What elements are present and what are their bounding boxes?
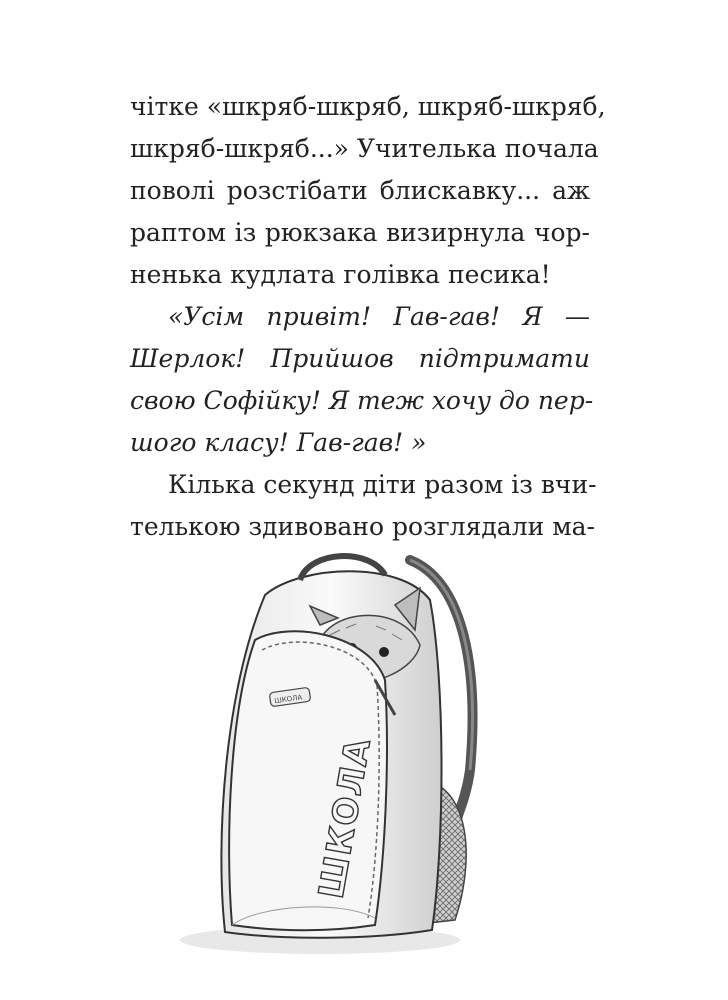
backpack-school-label: ШКОЛА [311, 733, 380, 902]
text-line: раптом із рюкзака визирнула чор- [130, 218, 590, 247]
text-line: Шерлок! Прийшов підтримати [130, 344, 590, 373]
paragraph-dog-speech [130, 296, 594, 464]
body-text [130, 86, 606, 548]
text-line: ненька кудлата голівка песика! [130, 260, 551, 289]
text-line: телькою здивовано розглядали ма- [130, 512, 595, 541]
text-line: свою Софійку! Я теж хочу до пер- [130, 386, 594, 415]
text-line: шкряб-шкряб...» Учителька почала [130, 134, 599, 163]
brand-tag-text: ШКОЛА [273, 693, 303, 706]
text-line: Кілька секунд діти разом із вчи- [168, 470, 597, 499]
text-line: шого класу! Гав-гав! » [130, 428, 427, 457]
text-line: «Усім привіт! Гав-гав! Я — [168, 302, 590, 331]
text-line: чітке «шкряб-шкряб, шкряб-шкряб, [130, 92, 606, 121]
text-line: поволі розстібати блискавку... аж [130, 176, 590, 205]
backpack-dog-illustration [170, 540, 510, 960]
paragraph-3 [130, 464, 597, 548]
backpack-sketch [170, 540, 510, 960]
paragraph-1 [130, 86, 606, 296]
